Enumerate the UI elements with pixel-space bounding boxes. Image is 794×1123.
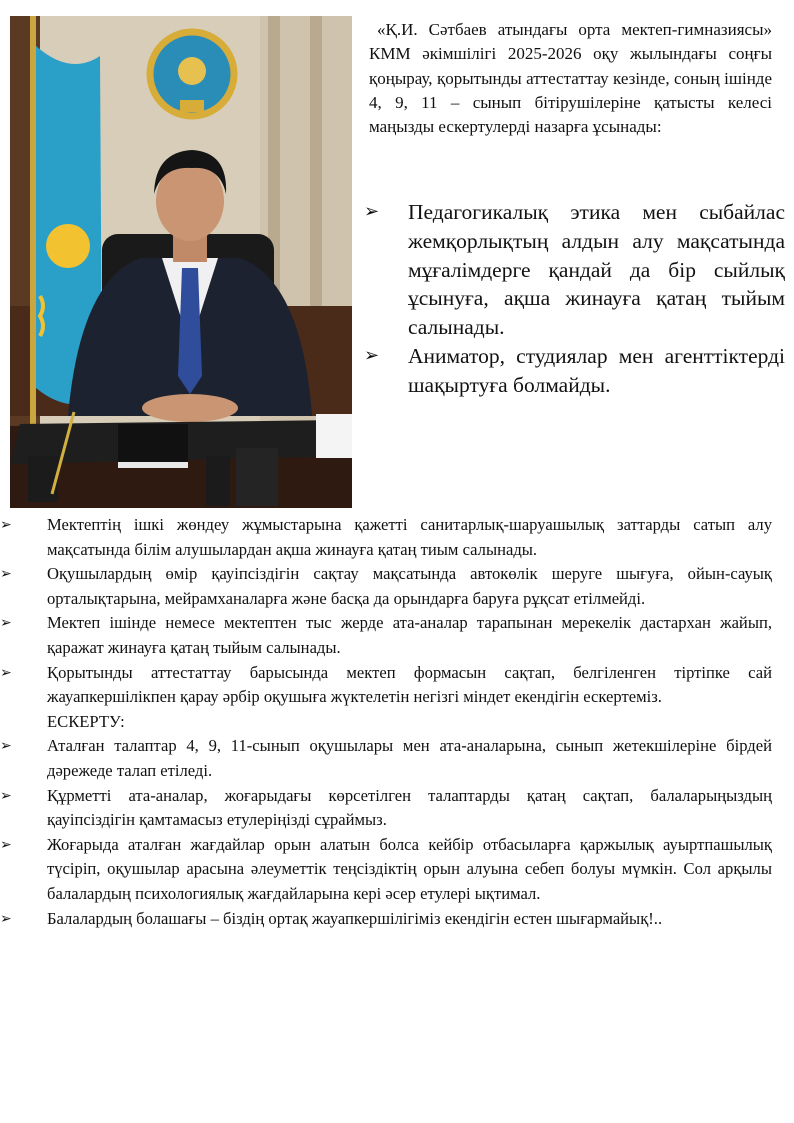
- arrowhead-bullet-icon: ➢: [0, 517, 12, 533]
- arrowhead-bullet-icon: ➢: [364, 201, 380, 222]
- highlight-item-text: Аниматор, студиялар мен агенттіктерді шақыртуға болмайды.: [408, 343, 785, 397]
- list-item-text: Мектеп ішінде немесе мектептен тыс жерде ата-аналар тарапынан мерекелік дастархан жайып, қаражат жинауға қатаң тыйым салынады.: [47, 613, 772, 657]
- highlight-list: [364, 198, 785, 400]
- list-item-text: Қорытынды аттестаттау барысында мектеп формасын сақтап, белгіленген тіртіпке сай жауапкершілікпен қарау әрбір оқушыға жүктелетін негізгі міндет екендігін ескертеміз.: [47, 662, 772, 707]
- arrowhead-bullet-icon: ➢: [0, 738, 12, 755]
- arrowhead-bullet-icon: ➢: [0, 836, 12, 853]
- requirements-list: [0, 513, 772, 931]
- list-item: [0, 513, 772, 562]
- list-item-text: Құрметті ата-аналар, жоғарыдағы көрсетілген талаптарды қатаң сақтап, балаларыңыздың қауіпсіздігін қамтамасыз етулеріңізді сұраймыз.: [47, 785, 772, 830]
- arrowhead-bullet-icon: ➢: [364, 344, 380, 366]
- arrowhead-bullet-icon: ➢: [0, 664, 12, 681]
- arrowhead-bullet-icon: ➢: [0, 615, 12, 632]
- arrowhead-bullet-icon: ➢: [0, 787, 12, 804]
- highlight-item: [364, 198, 785, 342]
- list-item: [0, 562, 772, 611]
- highlight-item: [364, 342, 785, 400]
- note-label: ЕСКЕРТУ:: [47, 711, 125, 731]
- arrowhead-bullet-icon: ➢: [0, 910, 12, 927]
- director-photo: [10, 16, 352, 508]
- list-item: [0, 907, 772, 932]
- list-item-text: Балалардың болашағы – біздің ортақ жауапкершілігіміз екендігін естен шығармайық!..: [47, 908, 663, 928]
- list-item: [0, 833, 772, 907]
- list-item: [0, 611, 772, 660]
- arrowhead-bullet-icon: ➢: [0, 566, 12, 583]
- list-item: [0, 734, 772, 783]
- list-item-text: Аталған талаптар 4, 9, 11-сынып оқушылары мен ата-аналарына, сынып жетекшілеріне бірдей дәрежеде талап етіледі.: [47, 736, 772, 780]
- list-item: [0, 661, 772, 710]
- list-item: [0, 784, 772, 833]
- list-item-text: Жоғарыда аталған жағдайлар орын алатын болса кейбір отбасыларға қаржылық ауыртпашылық түсіріп, оқушылар арасына әлеуметтік теңсіздіктің орын алуына себеп болуы мүмкін. Сол арқылы балалардың психологиялық жағдайларына кері әсер етулері ықтимал.: [47, 834, 772, 903]
- highlight-item-text: Педагогикалық этика мен сыбайлас жемқорлықтың алдын алу мақсатында мұғалімдерге қандай да бір сыйлық ұсынуға, ақша жинауға қатаң тыйым салынады.: [408, 200, 785, 340]
- list-item-text: Оқушылардың өмір қауіпсіздігін сақтау мақсатында автокөлік шеруге шығуға, ойын-сауық орталықтарына, мейрамханаларға және басқа да орындарға баруға рұқсат етілмейді.: [47, 564, 772, 608]
- note-heading: [0, 710, 772, 735]
- list-item-text: Мектептің ішкі жөндеу жұмыстарына қажетті санитарлық-шаруашылық заттарды сатып алу мақсатында білім алушылардан ақша жинауға қатаң тиым салынады.: [47, 515, 772, 559]
- intro-paragraph: «Қ.И. Сәтбаев атындағы орта мектеп-гимназиясы» КММ әкімшілігі 2025-2026 оқу жылындағы соңғы қоңырау, қорытынды аттестаттау кезінде, соның ішінде 4, 9, 11 – сынып бітірушілеріне қатысты келесі маңызды ескертулерді назарға ұсынады:: [369, 20, 772, 137]
